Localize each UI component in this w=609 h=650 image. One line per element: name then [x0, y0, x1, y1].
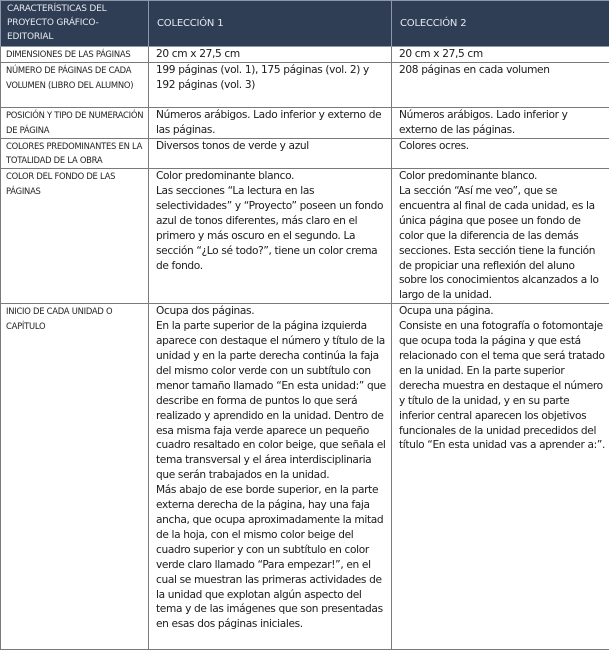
cell-text: Números arábigos. Lado inferior y externo de las páginas.	[156, 108, 387, 138]
cell-text: 208 páginas en cada volumen	[399, 63, 605, 78]
cell-collection-1	[149, 62, 392, 107]
cell-collection-2	[392, 169, 609, 304]
table-header	[1, 1, 609, 47]
header-characteristics: CARACTERÍSTICAS DEL PROYECTO GRÁFICO-EDITORIAL	[1, 1, 149, 47]
cell-collection-1	[149, 169, 392, 304]
cell-text: Ocupa dos páginas.	[156, 304, 387, 319]
cell-text: Más abajo de ese borde superior, en la parte externa derecha de la página, hay una faja ancha, que ocupa aproximadamente la mitad de la hoja, con el mismo color beige del cuadro superior y con un subtítulo en color verde claro llamado “Para empezar!”, en el cual se muestran las primeras actividades de la unidad que explotan algún aspecto del tema y de las imágenes que son presentadas en esas dos páginas iniciales.	[156, 483, 387, 632]
cell-text: Números arábigos. Lado inferior y externo de las páginas.	[399, 108, 605, 138]
table-row-background-color	[1, 169, 609, 304]
table-row-predominant-colors	[1, 138, 609, 168]
cell-text: La sección “Así me veo”, que se encuentra al final de cada unidad, es la única página que posee un fondo de color que la diferencia de las demás secciones. Esta sección tiene la función de propiciar una reflexión del aluno sobre los conocimientos alcanzados a lo largo de la unidad.	[399, 184, 605, 303]
cell-collection-2	[392, 62, 609, 107]
row-label: COLORES PREDOMINANTES EN LA TOTALIDAD DE LA OBRA	[1, 138, 149, 168]
table-body	[1, 47, 609, 650]
cell-text: En la parte superior de la página izquierda aparece con destaque el número y título de la unidad y en la parte derecha continúa la faja del mismo color verde con un subtítulo con menor tamaño llamado “En esta unidad:” que describe en forma de puntos lo que será realizado y aprendido en la unidad. Dentro de esa misma faja verde aparece un pequeño cuadro resaltado en color beige, que señala el tema transversal y el área interdisciplinaria que serán trabajados en la unidad.	[156, 319, 387, 483]
cell-collection-1	[149, 138, 392, 168]
row-label: DIMENSIONES DE LAS PÁGINAS	[1, 47, 149, 63]
cell-text: 199 páginas (vol. 1), 175 páginas (vol. 2) y 192 páginas (vol. 3)	[156, 63, 387, 93]
cell-text: Las secciones “La lectura en las selectividades” y “Proyecto” poseen un fondo azul de tonos diferentes, más claro en el primero y más oscuro en el segundo. La sección “¿Lo sé todo?”, tiene un color crema de fondo.	[156, 184, 387, 273]
header-collection-2: COLECCIÓN 2	[392, 1, 609, 47]
cell-text: Color predominante blanco.	[399, 169, 605, 184]
cell-collection-2	[392, 138, 609, 168]
cell-text: 20 cm x 27,5 cm	[399, 47, 605, 62]
cell-text: Color predominante blanco.	[156, 169, 387, 184]
row-label: COLOR DEL FONDO DE LAS PÁGINAS	[1, 169, 149, 304]
table-row-unit-opening	[1, 304, 609, 650]
cell-text: Diversos tonos de verde y azul	[156, 139, 387, 154]
row-label: INICIO DE CADA UNIDAD O CAPÍTULO	[1, 304, 149, 650]
table-row-dimensions	[1, 47, 609, 63]
row-label: POSICIÓN Y TIPO DE NUMERACIÓN DE PÁGINA	[1, 107, 149, 138]
header-collection-1: COLECCIÓN 1	[149, 1, 392, 47]
cell-text: 20 cm x 27,5 cm	[156, 47, 387, 62]
row-label: NÚMERO DE PÁGINAS DE CADA VOLUMEN (LIBRO DEL ALUMNO)	[1, 62, 149, 107]
header-row	[1, 1, 609, 47]
cell-text: Colores ocres.	[399, 139, 605, 154]
cell-collection-1	[149, 107, 392, 138]
cell-collection-2	[392, 107, 609, 138]
cell-collection-1	[149, 47, 392, 63]
table-row-page-count	[1, 62, 609, 107]
cell-collection-2	[392, 304, 609, 650]
cell-collection-1	[149, 304, 392, 650]
cell-collection-2	[392, 47, 609, 63]
table-row-page-numbering	[1, 107, 609, 138]
cell-text: Consiste en una fotografía o fotomontaje que ocupa toda la página y que está relacionado con el tema que será tratado en la unidad. En la parte superior derecha muestra en destaque el número y título de la unidad, y en su parte inferior central aparecen los objetivos funcionales de la unidad precedidos del título “En esta unidad vas a aprender a:”.	[399, 319, 605, 453]
cell-text: Ocupa una página.	[399, 304, 605, 319]
